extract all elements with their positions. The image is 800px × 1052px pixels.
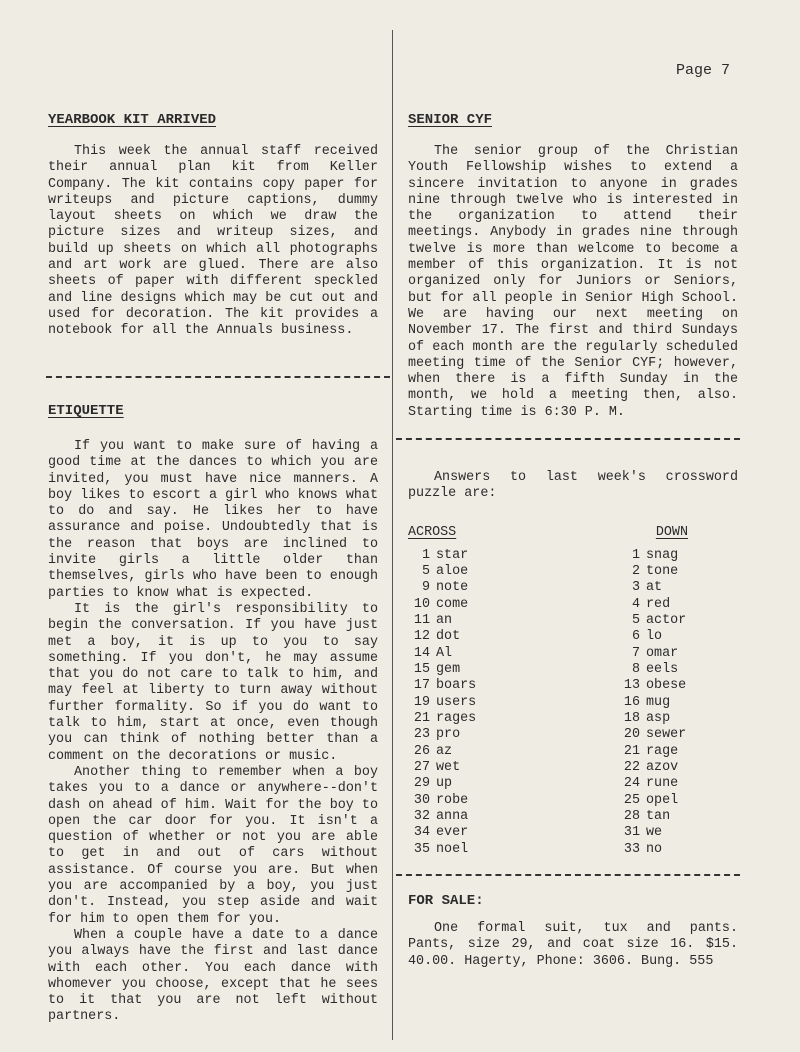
down-number: 3 — [631, 580, 640, 596]
across-word: boars — [436, 678, 477, 694]
down-word: asp — [646, 711, 671, 727]
senior-cyf-article — [408, 112, 738, 421]
down-answer — [618, 678, 738, 694]
across-answer — [408, 793, 538, 809]
down-answer — [618, 825, 738, 841]
across-word: note — [436, 580, 469, 596]
down-list — [618, 548, 738, 859]
across-number: 19 — [413, 694, 430, 710]
across-answer — [408, 825, 538, 841]
down-number: 16 — [623, 694, 640, 710]
down-answer — [618, 842, 738, 858]
etiquette-paragraph: Another thing to remember when a boy takes you to a dance or anywhere--don't dash on ahead of him. Wait for the boy to open the car door for you. It isn't a question of whether or not you are able to get in and out of cars without assistance. Of course you are. But when you are accompanied by a boy, you just don't. Instead, you step aside and wait for him to open them for you. — [48, 764, 378, 927]
down-number: 33 — [623, 841, 640, 857]
etiquette-heading: ETIQUETTE — [48, 403, 124, 419]
across-number: 34 — [413, 825, 430, 841]
down-number: 2 — [631, 563, 640, 579]
etiquette-paragraph: It is the girl's responsibility to begin the conversation. If you have just met a boy, it is up to you to say something. If you don't, he may assume that you do not care to talk to him, and may feel at liberty to turn away without further formality. So if you do want to talk to him, start at once, even though you can think of nothing better than a comment on the decorations or music. — [48, 601, 378, 764]
down-number: 4 — [631, 596, 640, 612]
down-word: opel — [646, 792, 679, 808]
for-sale-heading: FOR SALE: — [408, 893, 484, 909]
section-divider — [396, 874, 740, 876]
etiquette-paragraph: When a couple have a date to a dance you always have the first and last dance with each other. You each dance with whomever you choose, except that he sees to it that you are not left without partners. — [48, 927, 378, 1025]
column-divider — [392, 30, 393, 1040]
down-word: sewer — [646, 727, 687, 743]
down-answer — [618, 629, 738, 645]
across-answer — [408, 597, 538, 613]
across-number: 15 — [413, 662, 430, 677]
crossword-intro: Answers to last week's crossword puzzle are: — [408, 470, 738, 502]
across-answer — [408, 809, 538, 825]
down-number: 24 — [623, 776, 640, 792]
down-answer — [618, 564, 738, 580]
etiquette-paragraph: If you want to make sure of having a good time at the dances to which you are invited, you must have nice manners. A boy likes to escort a girl who knows what to do and say. He likes her to have assurance and poise. Undoubtedly that is the reason that boys are inclined to invite girls a little older than themselves, girls who have been to enough parties to know what is expected. — [48, 439, 378, 601]
down-answer — [618, 711, 738, 727]
across-answer — [408, 842, 538, 858]
down-word: lo — [646, 629, 663, 645]
across-word: users — [436, 694, 477, 710]
across-word: anna — [436, 809, 469, 825]
down-number: 6 — [631, 629, 640, 645]
down-label: DOWN — [655, 524, 688, 540]
down-word: mug — [646, 694, 671, 710]
across-word: an — [436, 612, 453, 628]
down-answer — [618, 776, 738, 792]
across-word: ever — [436, 825, 469, 841]
across-word: come — [436, 596, 469, 612]
across-answer — [408, 564, 538, 580]
down-number: 20 — [623, 727, 640, 743]
across-number: 5 — [421, 563, 430, 579]
etiquette-article — [48, 403, 378, 1026]
across-word: aloe — [436, 563, 469, 579]
down-number: 22 — [623, 760, 640, 776]
across-word: rages — [436, 711, 477, 727]
across-word: robe — [436, 792, 469, 808]
down-answer — [618, 597, 738, 613]
crossword-answers — [408, 470, 738, 858]
down-answer — [618, 727, 738, 743]
down-word: actor — [646, 612, 687, 628]
across-word: Al — [436, 645, 453, 661]
down-word: eels — [646, 662, 679, 677]
across-word: dot — [436, 629, 461, 645]
across-label: ACROSS — [408, 524, 457, 540]
yearbook-heading: YEARBOOK KIT ARRIVED — [48, 112, 217, 128]
down-number: 31 — [623, 825, 640, 841]
across-answer — [408, 629, 538, 645]
for-sale-body: One formal suit, tux and pants. Pants, size 29, and coat size 16. $15. 40.00. Hagerty, Phone: 3606. Bung. 555 — [408, 921, 738, 969]
down-number: 13 — [623, 678, 640, 694]
across-answer — [408, 744, 538, 760]
down-number: 21 — [623, 743, 640, 759]
down-word: rune — [646, 776, 679, 792]
across-answer — [408, 760, 538, 776]
across-word: wet — [436, 760, 461, 776]
down-number: 8 — [631, 662, 640, 677]
across-answer — [408, 548, 538, 564]
down-answer — [618, 662, 738, 678]
down-word: at — [646, 580, 663, 596]
across-number: 14 — [413, 645, 430, 661]
across-word: noel — [436, 841, 469, 857]
down-answer — [618, 760, 738, 776]
across-word: pro — [436, 727, 461, 743]
down-number: 7 — [631, 645, 640, 661]
down-answer — [618, 695, 738, 711]
down-word: omar — [646, 645, 679, 661]
section-divider — [46, 376, 390, 378]
down-answer — [618, 744, 738, 760]
down-number: 5 — [631, 612, 640, 628]
for-sale-ad — [408, 893, 738, 970]
down-word: snag — [646, 547, 679, 563]
down-answer — [618, 793, 738, 809]
across-answer — [408, 727, 538, 743]
down-answer — [618, 646, 738, 662]
senior-cyf-heading: SENIOR CYF — [408, 112, 493, 128]
across-word: gem — [436, 662, 461, 677]
senior-cyf-body: The senior group of the Christian Youth Fellowship wishes to extend a sincere invitation to anyone in grades nine through twelve who is interested in the organization to attend their meetings. Anybody in grades nine through twelve is more than welcome to become a member of this organization. It is not organized only for Juniors or Seniors, but for all people in Senior High School. We are having our next meeting on November 17. The first and third Sundays of each month are the regularly scheduled meeting time of the Senior CYF; however, when there is a fifth Sunday in the month, we hold a meeting then, also. Starting time is 6:30 P. M. — [408, 144, 738, 420]
across-number: 30 — [413, 792, 430, 808]
across-number: 35 — [413, 841, 430, 857]
across-answer — [408, 580, 538, 596]
section-divider — [396, 438, 740, 440]
down-number: 28 — [623, 809, 640, 825]
across-word: az — [436, 743, 453, 759]
across-number: 12 — [413, 629, 430, 645]
across-answer — [408, 776, 538, 792]
across-number: 9 — [421, 580, 430, 596]
down-number: 25 — [623, 792, 640, 808]
down-answer — [618, 580, 738, 596]
yearbook-body: This week the annual staff received their annual plan kit from Keller Company. The kit contains copy paper for writeups and picture captions, dummy layout sheets on which we draw the picture sizes and writeup sizes, and build up sheets on which all photographs and art work are glued. There are also sheets of paper with different speckled and line designs which may be cut out and used for decoration. The kit provides a notebook for all the Annuals business. — [48, 144, 378, 339]
yearbook-article — [48, 112, 378, 340]
across-answer — [408, 678, 538, 694]
page-number: Page 7 — [676, 62, 731, 79]
across-answer — [408, 646, 538, 662]
down-word: tan — [646, 809, 671, 825]
across-number: 27 — [413, 760, 430, 776]
across-answer — [408, 613, 538, 629]
across-word: star — [436, 547, 469, 563]
across-number: 26 — [413, 743, 430, 759]
down-word: azov — [646, 760, 679, 776]
down-word: we — [646, 825, 663, 841]
down-word: tone — [646, 563, 679, 579]
across-answer — [408, 711, 538, 727]
across-list — [408, 548, 538, 859]
down-answer — [618, 548, 738, 564]
down-word: obese — [646, 678, 687, 694]
across-word: up — [436, 776, 453, 792]
down-answer — [618, 613, 738, 629]
crossword-headers — [408, 525, 738, 540]
down-number: 18 — [623, 711, 640, 727]
across-number: 1 — [421, 547, 430, 563]
across-number: 10 — [413, 596, 430, 612]
across-number: 29 — [413, 776, 430, 792]
across-number: 11 — [413, 612, 430, 628]
down-word: rage — [646, 743, 679, 759]
across-number: 21 — [413, 711, 430, 727]
across-number: 32 — [413, 809, 430, 825]
down-word: no — [646, 841, 663, 857]
down-answer — [618, 809, 738, 825]
across-number: 23 — [413, 727, 430, 743]
across-answer — [408, 662, 538, 678]
across-number: 17 — [413, 678, 430, 694]
down-number: 1 — [631, 547, 640, 563]
down-word: red — [646, 596, 671, 612]
across-answer — [408, 695, 538, 711]
